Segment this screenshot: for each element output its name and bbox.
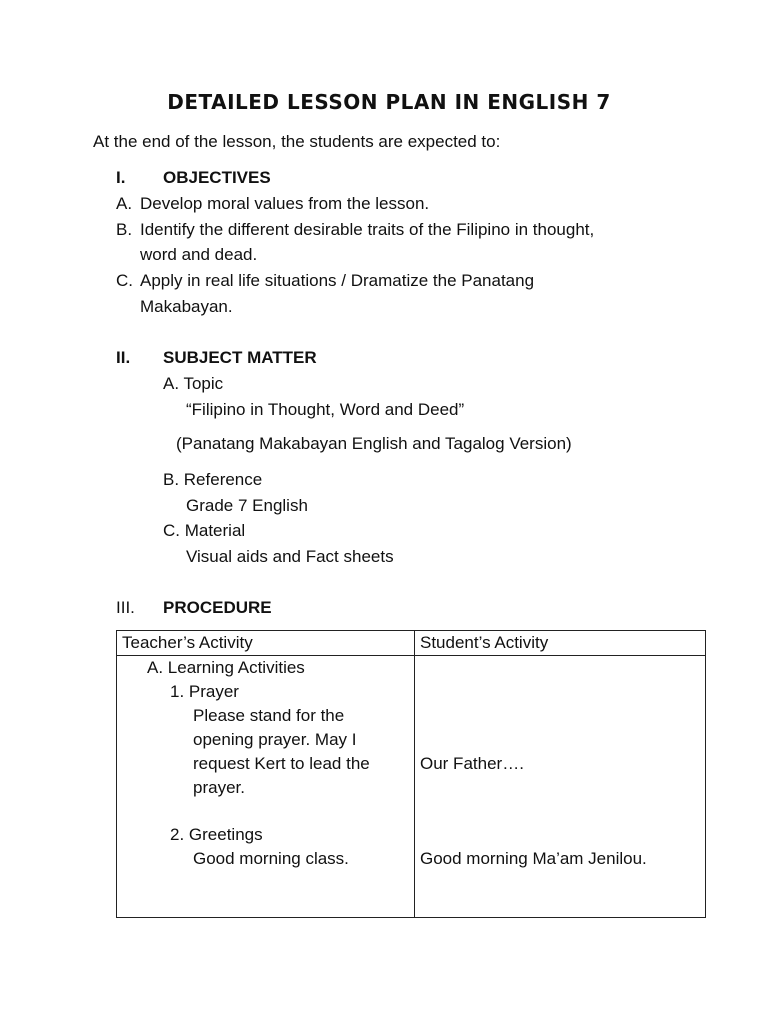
greetings-response: Good morning Ma’am Jenilou. xyxy=(420,849,647,868)
material-label: C. Material xyxy=(163,521,246,540)
objective-a-letter: A. xyxy=(116,194,133,213)
greetings-line: Good morning class. xyxy=(193,849,349,868)
prayer-title: 1. Prayer xyxy=(170,682,239,701)
student-activity-header: Student’s Activity xyxy=(420,633,549,652)
learning-activities-label: A. Learning Activities xyxy=(147,658,305,677)
intro-text: At the end of the lesson, the students are expected to: xyxy=(93,132,501,151)
objective-b-text-line2: word and dead. xyxy=(140,245,258,264)
teacher-activity-header: Teacher’s Activity xyxy=(122,633,253,652)
objectives-heading: OBJECTIVES xyxy=(163,168,271,187)
procedure-heading: PROCEDURE xyxy=(163,598,272,617)
reference-label: B. Reference xyxy=(163,470,263,489)
topic-note: (Panatang Makabayan English and Tagalog Version) xyxy=(176,434,572,453)
prayer-line-4: prayer. xyxy=(193,778,245,797)
objective-c-text-line2: Makabayan. xyxy=(140,297,233,316)
prayer-line-1: Please stand for the xyxy=(193,706,345,725)
topic-label: A. Topic xyxy=(163,374,224,393)
prayer-response: Our Father…. xyxy=(420,754,524,773)
greetings-title: 2. Greetings xyxy=(170,825,263,844)
subject-matter-numeral: II. xyxy=(116,348,131,367)
table-header-divider xyxy=(117,655,705,656)
prayer-line-2: opening prayer. May I xyxy=(193,730,357,749)
objective-c-text-line1: Apply in real life situations / Dramatize the Panatang xyxy=(140,271,535,290)
prayer-line-3: request Kert to lead the xyxy=(193,754,370,773)
reference-value: Grade 7 English xyxy=(186,496,308,515)
objective-b-letter: B. xyxy=(116,220,133,239)
objectives-numeral: I. xyxy=(116,168,126,187)
objective-a-text: Develop moral values from the lesson. xyxy=(140,194,430,213)
procedure-numeral: III. xyxy=(116,598,135,617)
objective-c-letter: C. xyxy=(116,271,133,290)
objective-b-text-line1: Identify the different desirable traits of the Filipino in thought, xyxy=(140,220,595,239)
topic-value: “Filipino in Thought, Word and Deed” xyxy=(186,400,465,419)
subject-matter-heading: SUBJECT MATTER xyxy=(163,348,317,367)
document-title: DETAILED LESSON PLAN IN ENGLISH 7 xyxy=(167,90,611,114)
table-column-divider xyxy=(414,631,415,917)
procedure-table xyxy=(116,630,706,918)
material-value: Visual aids and Fact sheets xyxy=(186,547,394,566)
